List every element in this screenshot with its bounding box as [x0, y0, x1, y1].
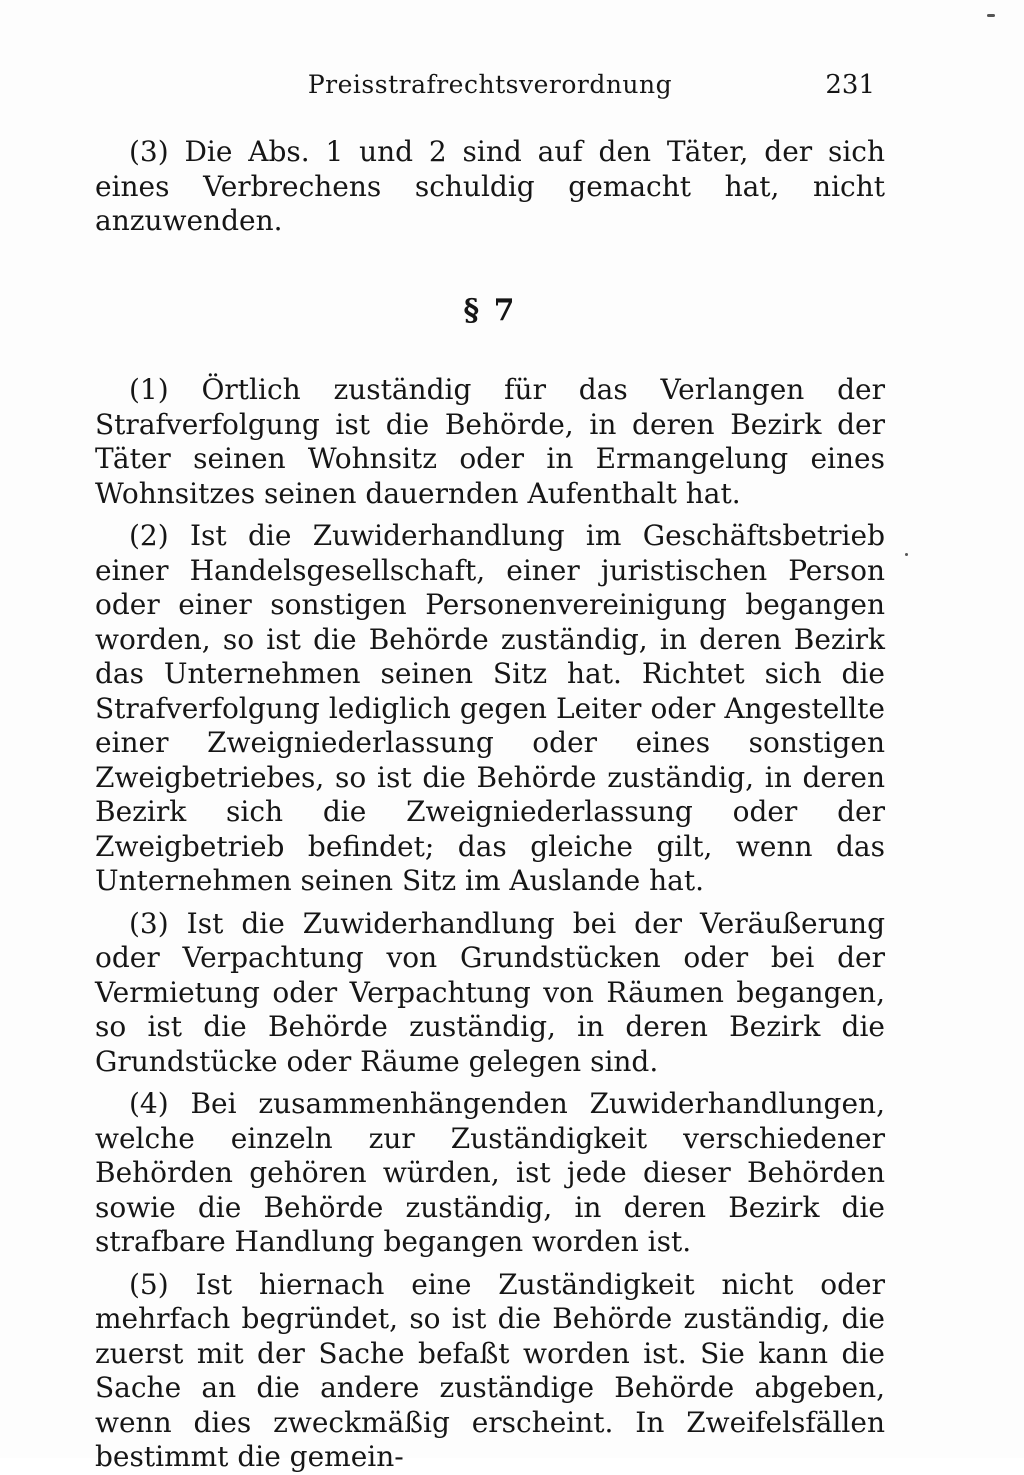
body-text — [95, 135, 885, 1475]
scan-speck — [987, 14, 995, 17]
paragraph-5: (5) Ist hiernach eine Zuständigkeit nicht oder mehrfach begründet, so ist die Behörde zuständig, die zuerst mit der Sache befaßt worden ist. Sie kann die Sache an die andere zuständige Behörde abgeben, wenn dies zweckmäßig erscheint. In Zweifelsfällen bestimmt die gemein- — [95, 1267, 885, 1473]
intro-paragraph: (3) Die Abs. 1 und 2 sind auf den Täter, der sich eines Verbrechens schuldig gemacht hat, nicht anzuwenden. — [95, 135, 885, 237]
paragraph-2: (2) Ist die Zuwiderhandlung im Geschäftsbetrieb einer Handelsgesellschaft, einer juristischen Person oder einer sonstigen Personenvereinigung begangen worden, so ist die Behörde zuständig, in deren Bezirk das Unternehmen seinen Sitz hat. Richtet sich die Strafverfolgung lediglich gegen Leiter oder Angestellte einer Zweigniederlassung oder eines sonstigen Zweigbetriebes, so ist die Behörde zuständig, in deren Bezirk sich die Zweigniederlassung oder der Zweigbetrieb befindet; das gleiche gilt, wenn das Unternehmen seinen Sitz im Auslande hat. — [95, 519, 885, 897]
paragraph-1: (1) Örtlich zuständig für das Verlangen der Strafverfolgung ist die Behörde, in deren Bezirk der Täter seinen Wohnsitz oder in Ermangelung eines Wohnsitzes seinen dauernden Aufenthalt hat. — [95, 373, 885, 510]
paragraph-4: (4) Bei zusammenhängenden Zuwiderhandlungen, welche einzeln zur Zuständigkeit verschiedener Behörden gehören würden, ist jede dieser Behörden sowie die Behörde zuständig, in deren Bezirk die strafbare Handlung begangen worden ist. — [95, 1087, 885, 1258]
section-heading: § 7 — [463, 292, 517, 328]
running-title: Preisstrafrechtsverordnung — [307, 70, 673, 99]
paragraph-3: (3) Ist die Zuwiderhandlung bei der Veräußerung oder Verpachtung von Grundstücken oder bei der Vermietung oder Verpachtung von Räumen begangen, so ist die Behörde zuständig, in deren Bezirk die Grundstücke oder Räume gelegen sind. — [95, 906, 885, 1078]
page-number: 231 — [825, 70, 875, 100]
running-header — [95, 70, 885, 110]
scan-speck — [905, 553, 908, 556]
